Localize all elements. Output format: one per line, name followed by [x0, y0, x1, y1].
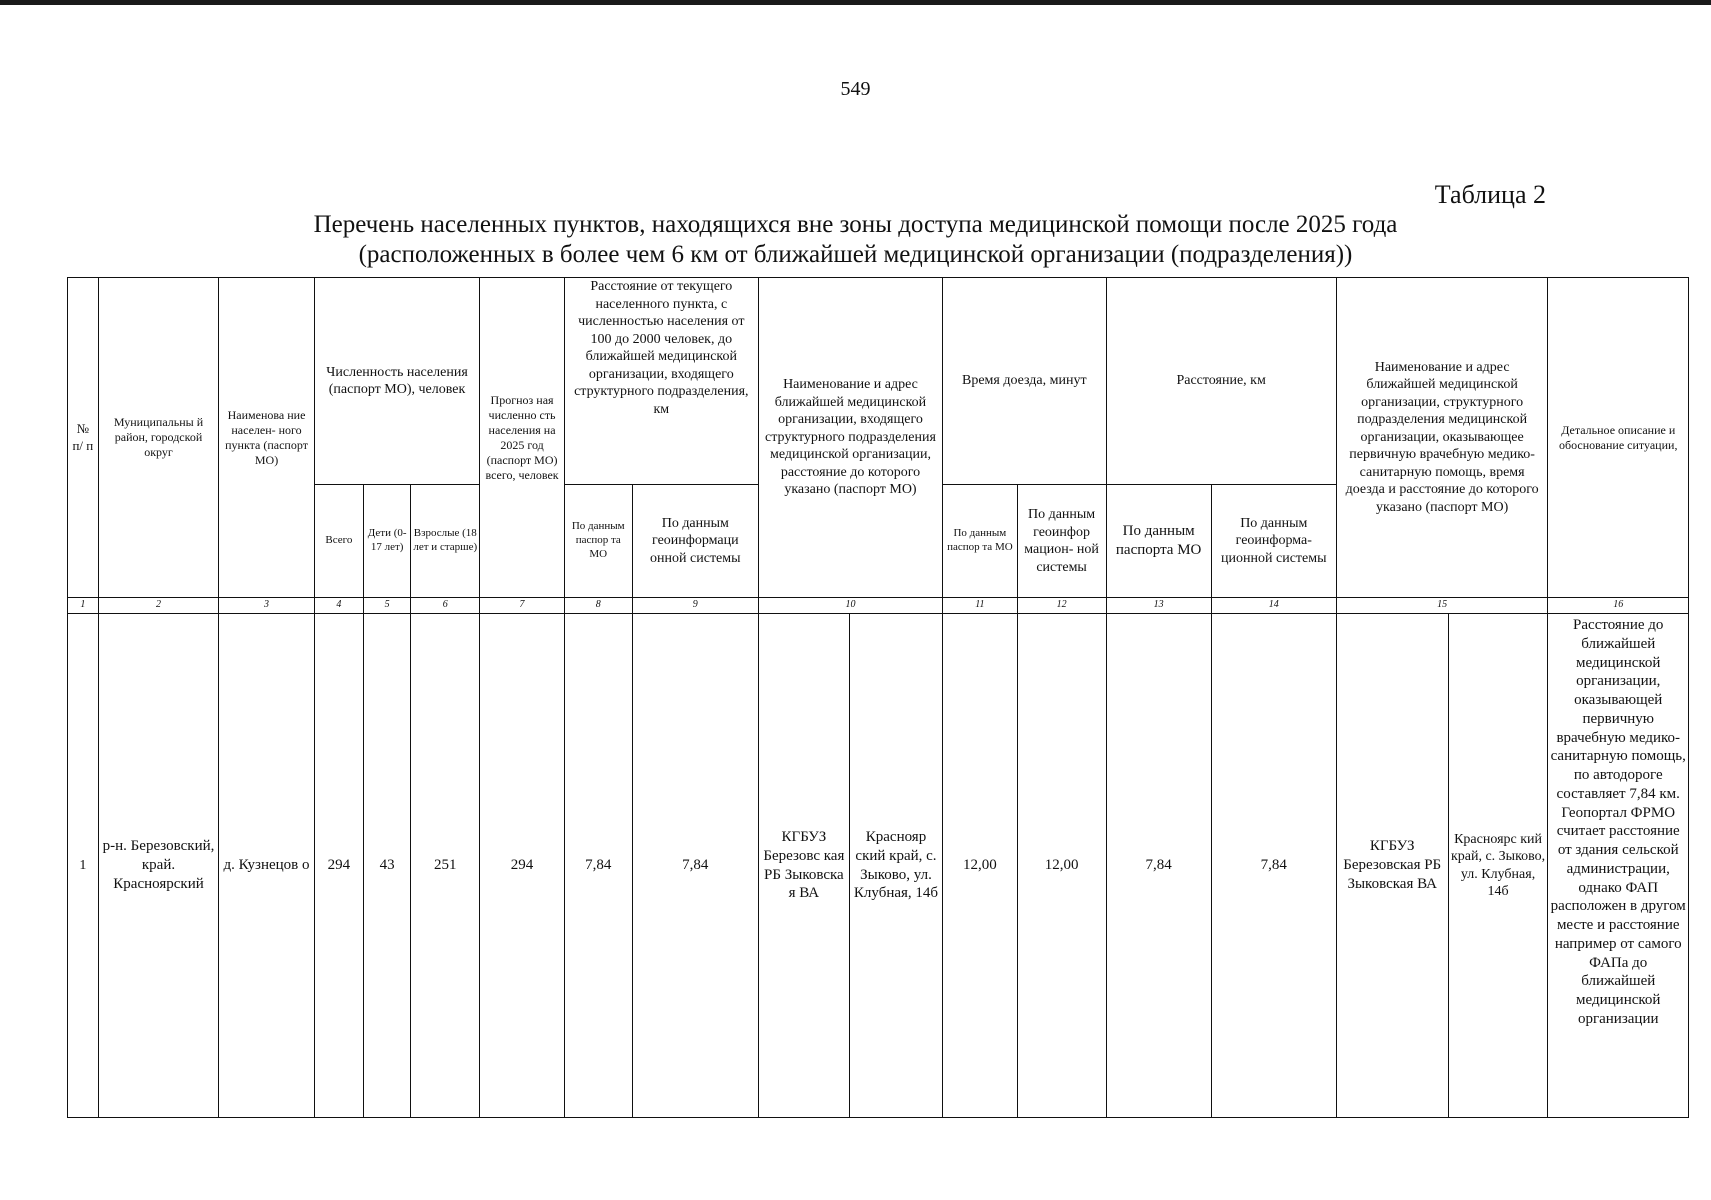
column-number: 6 [411, 598, 480, 614]
header-dist-passport: По данным паспор та МО [564, 485, 632, 598]
column-number: 4 [314, 598, 363, 614]
cell-pc-org-name: КГБУЗ Березовская РБ Зыковская ВА [1336, 614, 1448, 1118]
column-number: 15 [1336, 598, 1548, 614]
column-number: 7 [480, 598, 564, 614]
cell-time-passport: 12,00 [943, 614, 1018, 1118]
header-district: Муниципальны й район, городской округ [98, 278, 219, 598]
cell-district: р-н. Березовский, край. Красноярский [98, 614, 219, 1118]
column-number: 8 [564, 598, 632, 614]
column-number: 1 [68, 598, 99, 614]
column-number: 14 [1211, 598, 1336, 614]
header-row-1 [68, 278, 1689, 485]
header-distance-gis: По данным геоинформа- ционной системы [1211, 485, 1336, 598]
title-line-2: (расположенных в более чем 6 км от ближайшей медицинской организации (подразделения)) [358, 241, 1353, 268]
header-adults: Взрослые (18 лет и старше) [411, 485, 480, 598]
table-label: Таблица 2 [1434, 180, 1546, 209]
top-border [0, 0, 1711, 5]
table-row [68, 614, 1689, 1118]
cell-dist-passport: 7,84 [564, 614, 632, 1118]
column-number-row [68, 598, 1689, 614]
header-nearest-org: Наименование и адрес ближайшей медицинской организации, входящего структурного подразделения медицинской организации, расстояние до которого указано (паспорт МО) [758, 278, 942, 598]
header-distance-passport: По данным паспорта МО [1106, 485, 1211, 598]
column-number: 5 [364, 598, 411, 614]
column-number: 2 [98, 598, 219, 614]
cell-distance-gis: 7,84 [1211, 614, 1336, 1118]
cell-distance-passport: 7,84 [1106, 614, 1211, 1118]
cell-adults: 251 [411, 614, 480, 1118]
column-number: 11 [943, 598, 1018, 614]
column-number: 12 [1017, 598, 1106, 614]
header-time-group: Время доезда, минут [943, 278, 1106, 485]
header-description: Детальное описание и обоснование ситуации, [1548, 278, 1689, 598]
column-number: 13 [1106, 598, 1211, 614]
cell-number: 1 [68, 614, 99, 1118]
header-population-group: Численность населения (паспорт МО), человек [314, 278, 480, 485]
header-primary-care-org: Наименование и адрес ближайшей медицинской организации, структурного подразделения медицинской организации, оказывающее первичную врачебную медико- санитарную помощь, время доезда и расстояние до которого указано (паспорт МО) [1336, 278, 1548, 598]
cell-org-address: Краснояр ский край, с. Зыково, ул. Клубная, 14б [849, 614, 942, 1118]
document-title [0, 210, 1711, 270]
cell-forecast: 294 [480, 614, 564, 1118]
column-number: 16 [1548, 598, 1689, 614]
title-line-1: Перечень населенных пунктов, находящихся вне зоны доступа медицинской помощи после 2025 года [313, 211, 1398, 238]
cell-settlement: д. Кузнецов о [219, 614, 314, 1118]
cell-children: 43 [364, 614, 411, 1118]
header-time-passport: По данным паспор та МО [943, 485, 1018, 598]
cell-time-gis: 12,00 [1017, 614, 1106, 1118]
cell-description: Расстояние до ближайшей медицинской организации, оказывающей первичную врачебную медико- санитарную помощь, по автодороге составляет 7,84 км. Геопортал ФРМО считает расстояние от здания сельской администрации, однако ФАП расположен в другом месте и расстояние например от самого ФАПа до ближайшей медицинской организации [1548, 614, 1689, 1118]
cell-pc-org-address: Красноярс кий край, с. Зыково, ул. Клубная, 14б [1448, 614, 1548, 1118]
header-dist-gis: По данным геоинформаци онной системы [632, 485, 758, 598]
header-forecast: Прогноз ная численно сть населения на 2025 год (паспорт МО) всего, человек [480, 278, 564, 598]
cell-org-name: КГБУЗ Березовс кая РБ Зыковска я ВА [758, 614, 849, 1118]
header-distance-group: Расстояние, км [1106, 278, 1336, 485]
header-time-gis: По данным геоинфор мацион- ной системы [1017, 485, 1106, 598]
column-number: 9 [632, 598, 758, 614]
settlements-table [67, 277, 1689, 1118]
header-number: № п/ п [68, 278, 99, 598]
page-number: 549 [840, 78, 871, 100]
cell-dist-gis: 7,84 [632, 614, 758, 1118]
header-distance-current-group: Расстояние от текущего населенного пункта, с численностью населения от 100 до 2000 человек, до ближайшей медицинской организации, входящего структурного подразделения, км [564, 278, 758, 485]
column-number: 10 [758, 598, 942, 614]
header-settlement: Наименова ние населен- ного пункта (паспорт МО) [219, 278, 314, 598]
cell-total: 294 [314, 614, 363, 1118]
column-number: 3 [219, 598, 314, 614]
header-children: Дети (0-17 лет) [364, 485, 411, 598]
header-total: Всего [314, 485, 363, 598]
